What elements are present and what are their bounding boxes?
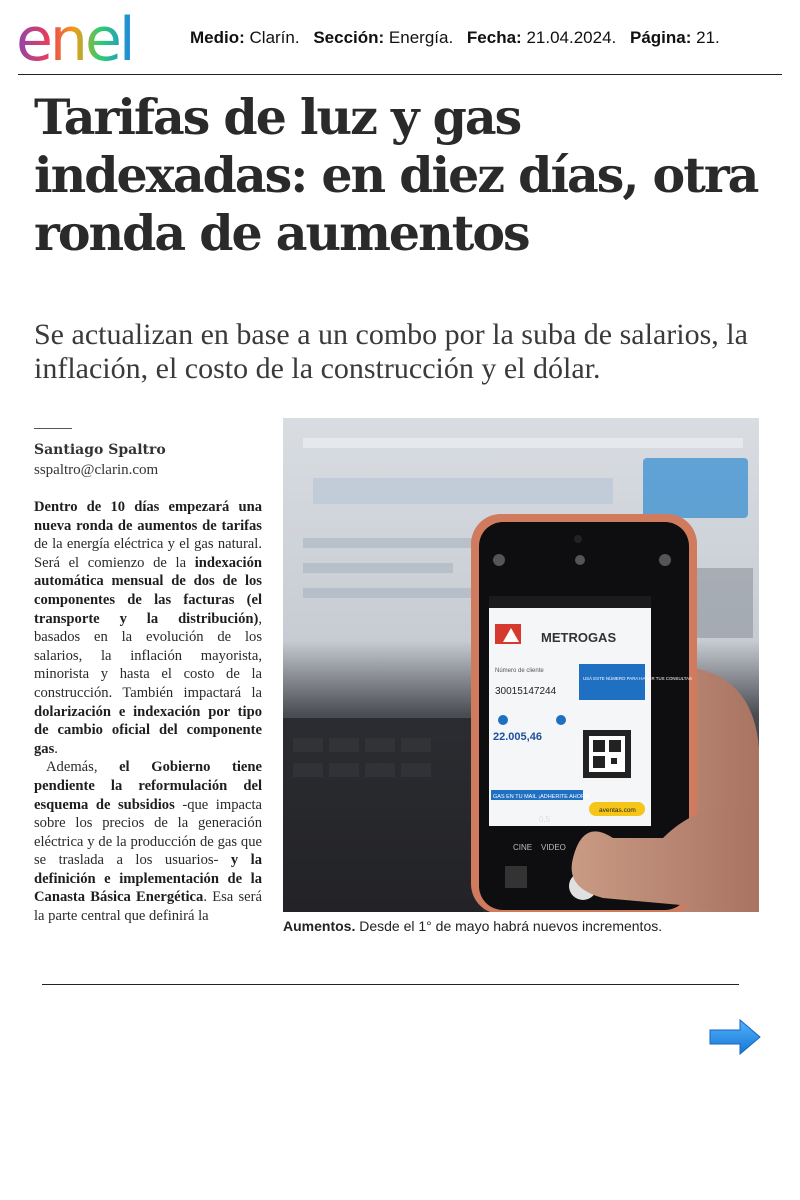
body-paragraph — [34, 498, 262, 758]
article-photo — [283, 418, 759, 912]
photo-caption — [283, 918, 662, 934]
article-body — [34, 498, 262, 936]
svg-text:22.005,46: 22.005,46 — [493, 731, 542, 743]
author-name: Santiago Spaltro — [34, 442, 166, 458]
flash-icon — [493, 554, 505, 566]
body-bold-text: dolarización e indexación por tipo de cambio oficial del componente gas — [34, 703, 262, 757]
svg-text:CINE: CINE — [513, 843, 533, 852]
article-subhead: Se actualizan en base a un combo por la suba de salarios, la inflación, el costo de la construcción y el dólar. — [34, 318, 748, 385]
pagina-value: 21. — [696, 28, 720, 47]
svg-text:0,5: 0,5 — [539, 815, 551, 824]
svg-text:Número de cliente: Número de cliente — [495, 668, 544, 674]
body-text: de la energía eléctrica y el gas natural. Será el comienzo de la — [34, 536, 262, 571]
body-bold-text: el Gobierno tiene pendiente la reformulación del esquema de subsidios — [34, 759, 262, 813]
fecha-value: 21.04.2024. — [526, 28, 617, 47]
article-headline: Tarifas de luz y gas indexadas: en diez días, otra ronda de aumentos — [34, 88, 758, 262]
byline-divider — [34, 428, 72, 429]
arrow-right-icon[interactable] — [708, 1018, 762, 1056]
svg-text:GAS EN TU MAIL ¡ADHERITE AHORA: GAS EN TU MAIL ¡ADHERITE AHORA! — [493, 794, 591, 800]
caption-label: Aumentos. — [283, 918, 356, 934]
body-text: . — [54, 740, 58, 757]
header-divider — [18, 74, 782, 75]
svg-text:METROGAS: METROGAS — [541, 630, 617, 645]
body-paragraph — [34, 758, 262, 925]
svg-text:enel: enel — [16, 8, 133, 68]
body-text: -que impacta sobre los precios de la generación eléctrica y de la producción de gas que se traslada a los usuarios- — [34, 796, 262, 869]
body-text: Además, — [46, 759, 120, 776]
body-bold-text: y la definición e implementación de la Canasta Básica Energética — [34, 852, 262, 906]
caption-text: Desde el 1° de mayo habrá nuevos incrementos. — [355, 918, 663, 934]
footer-divider — [42, 984, 739, 985]
seccion-value: Energía. — [388, 28, 454, 47]
body-text: . Esa será la parte central que definirá la — [34, 889, 262, 925]
body-bold-text: indexación automática mensual de dos de los componentes de las facturas (el transporte y la distribución) — [34, 554, 262, 627]
seccion-label: Sección: — [313, 28, 385, 47]
fecha-label: Fecha: — [466, 28, 522, 47]
author-email: sspaltro@clarin.com — [34, 462, 159, 478]
svg-text:30015147244: 30015147244 — [495, 686, 557, 697]
body-text: , basados en la evolución de los salarios, la inflación mayorista, minorista y hasta el costo de la construcción. También impactará la — [34, 610, 262, 701]
svg-text:aventas.com: aventas.com — [599, 807, 636, 814]
svg-text:USÁ ESTE NÚMERO PARA HACER TUS: USÁ ESTE NÚMERO PARA HACER TUS CONSULTAS — [583, 676, 692, 681]
medio-label: Medio: — [190, 28, 245, 47]
medio-value: Clarín. — [249, 28, 300, 47]
enel-logo — [16, 8, 178, 68]
pagina-label: Página: — [630, 28, 692, 47]
phone-photo-illustration — [283, 418, 759, 912]
publication-meta — [190, 28, 720, 48]
body-bold-text: Dentro de 10 días empezará una nueva ronda de aumentos de tarifas — [34, 499, 262, 534]
svg-text:VIDEO: VIDEO — [541, 843, 566, 852]
